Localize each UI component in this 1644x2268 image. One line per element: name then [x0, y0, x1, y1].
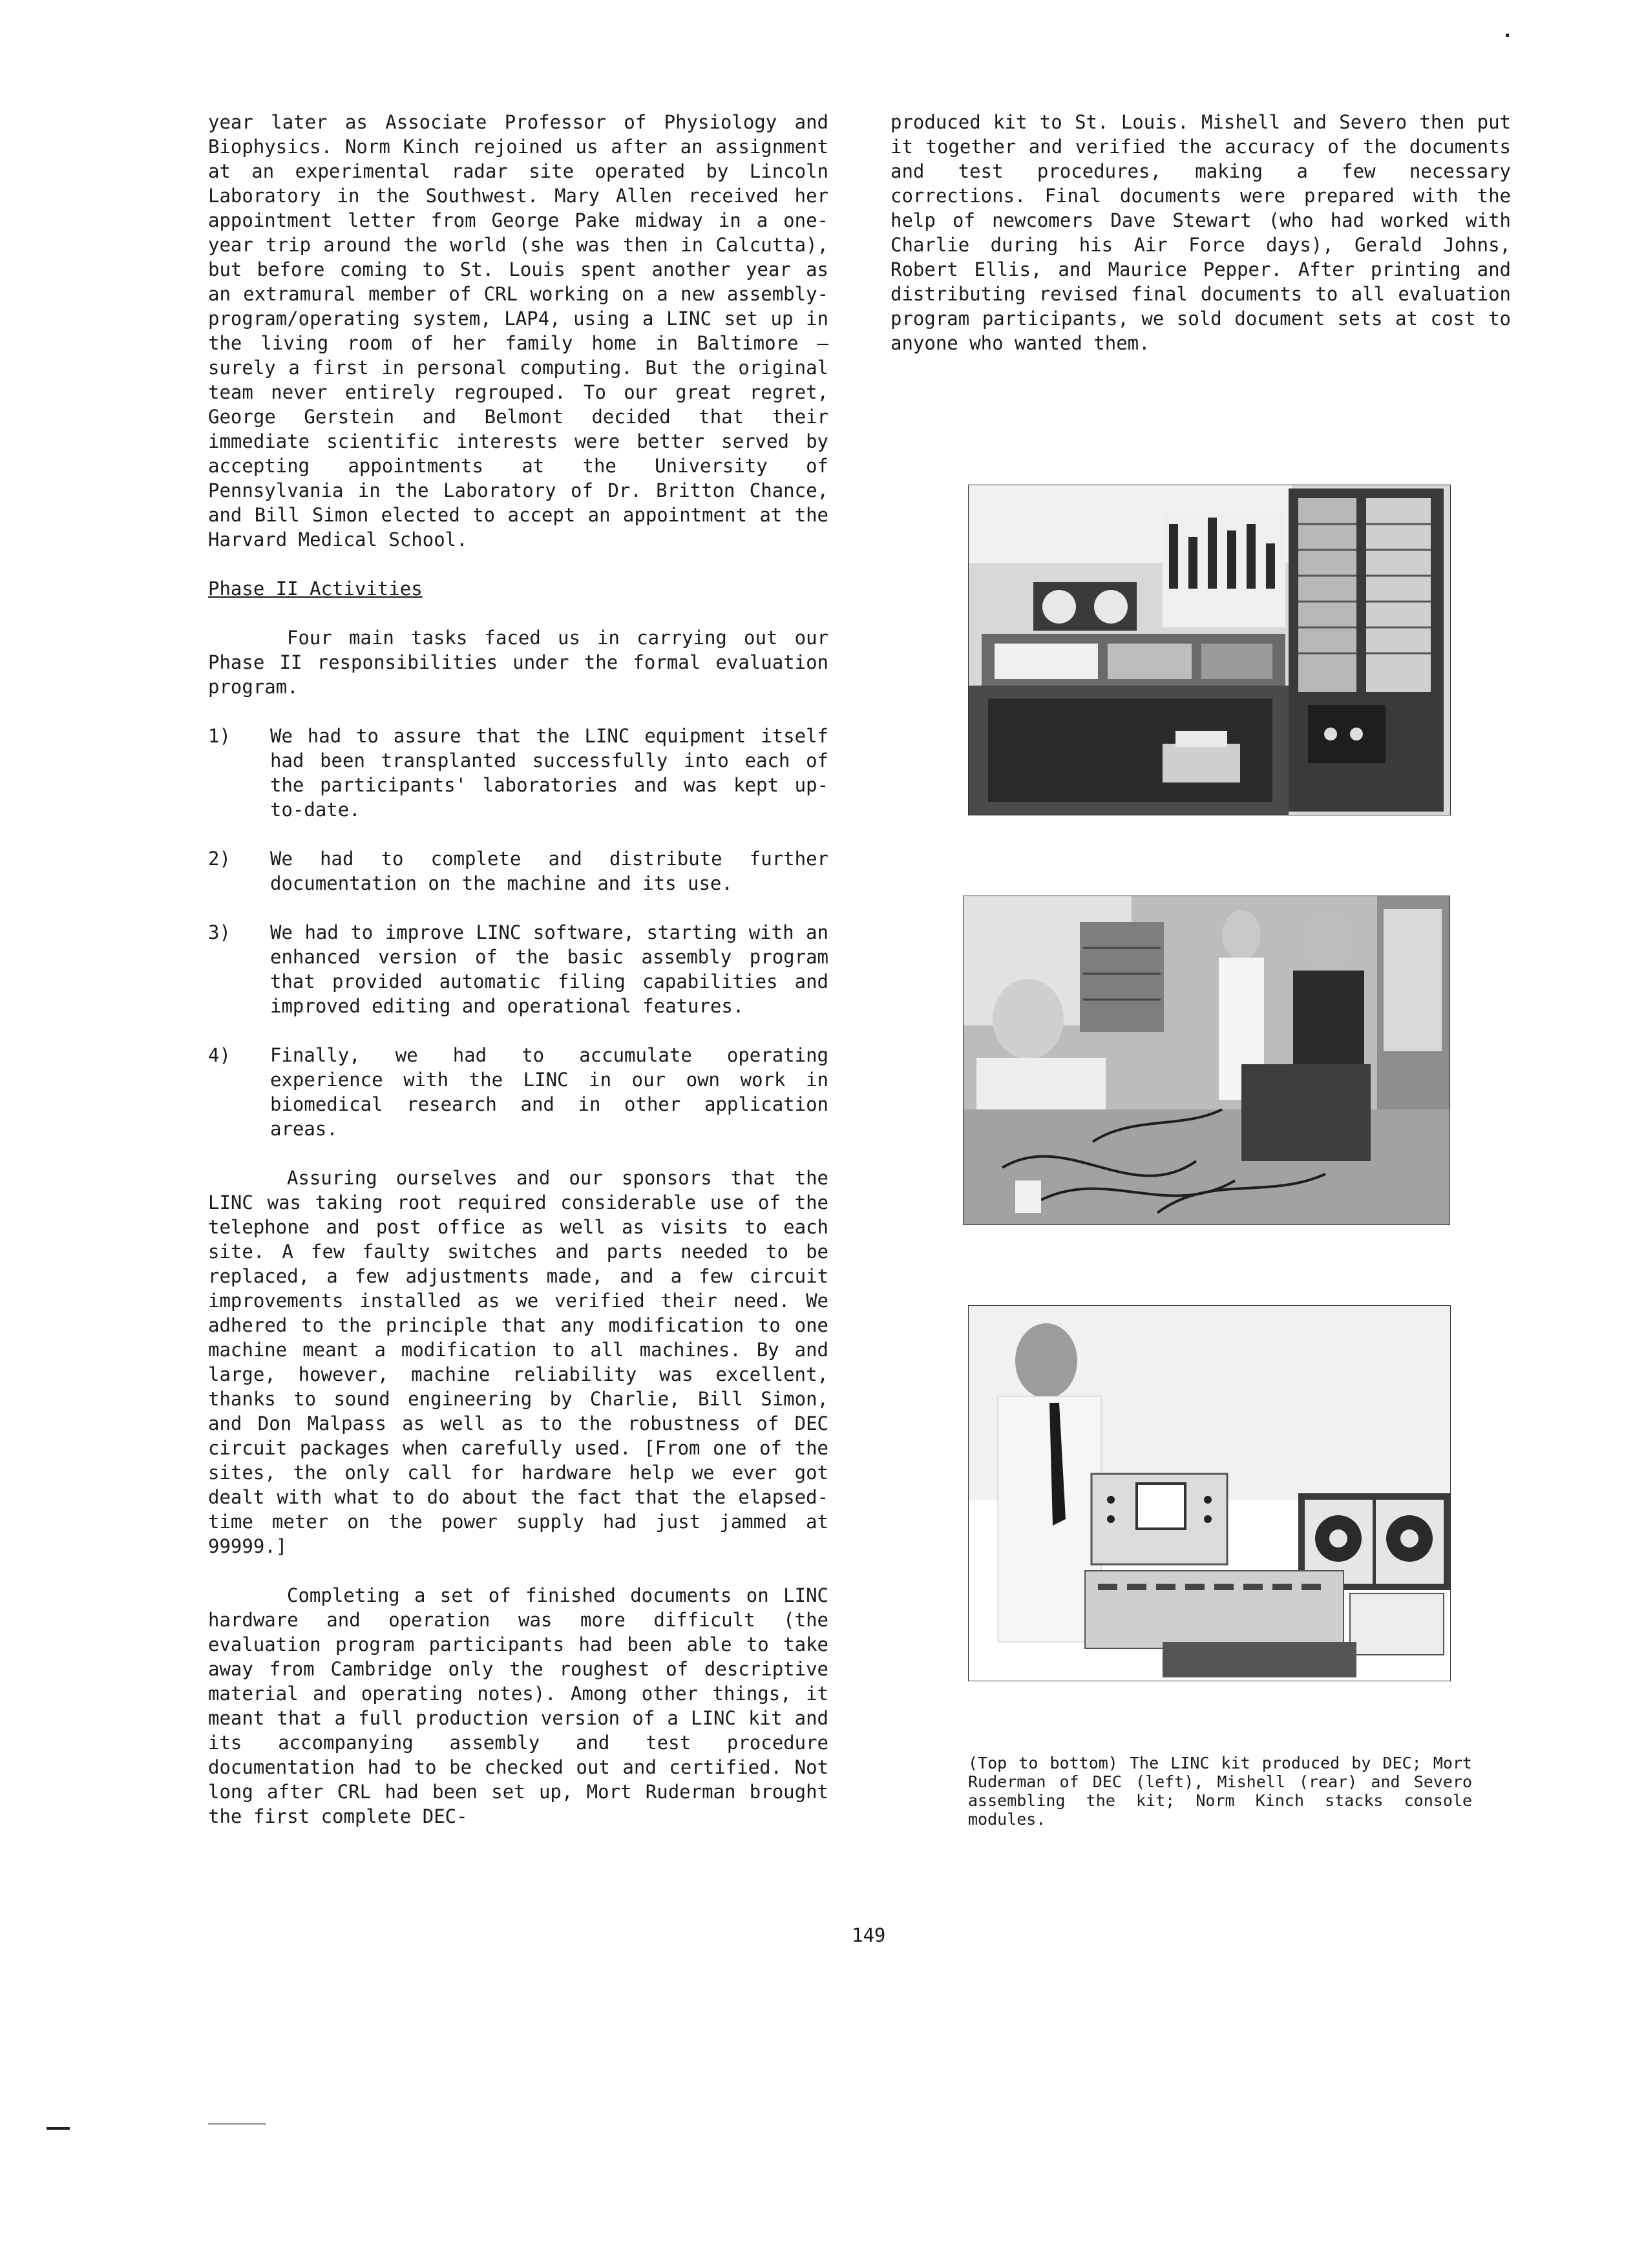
linc-kit-image — [969, 485, 1450, 815]
task-list — [208, 724, 828, 1141]
page-number: 149 — [852, 1924, 886, 1946]
scan-speck — [1506, 34, 1509, 37]
task-item — [208, 846, 828, 896]
intro-paragraph: year later as Associate Professor of Physiology and Biophysics. Norm Kinch rejoined us after an assignment at an experimental radar site operated by Lincoln Laboratory in the Southwest. Mary Allen received her appointment letter from George Pake midway in a one-year trip around the world (she was then in Calcutta), but before coming to St. Louis spent another year as an extramural member of CRL working on a new assembly-program/operating system, LAP4, using a LINC set up in the living room of her family home in Baltimore — surely a first in personal computing. But the original team never entirely regrouped. To our great regret, George Gerstein and Belmont decided that their immediate scientific interests were better served by accepting appointments at the University of Pennsylvania in the Laboratory of Dr. Britton Chance, and Bill Simon elected to accept an appointment at the Harvard Medical School. — [208, 111, 828, 551]
task-item — [208, 1043, 828, 1141]
section-heading: Phase II Activities — [208, 578, 423, 600]
task-text: We had to assure that the LINC equipment itself had been transplanted successfully into each of the participants' laboratories and was kept up-to-date. — [270, 725, 828, 821]
scan-speck — [208, 2123, 266, 2125]
task-text: Finally, we had to accumulate operating experience with the LINC in our own work in biomedical research and in other application areas. — [270, 1044, 828, 1140]
linc-kit-photo — [968, 485, 1451, 815]
completing-paragraph: Completing a set of finished documents on LINC hardware and operation was more difficult (the evaluation program participants had been able to take away from Cambridge only the roughest of descriptive material and operating notes). Among other things, it meant that a full production version of a LINC kit and its accompanying assembly and test procedure documentation had to be checked out and certified. Not long after CRL had been set up, Mort Ruderman brought the first complete DEC- — [208, 1584, 828, 1827]
continuation-paragraph: produced kit to St. Louis. Mishell and Severo then put it together and verified the accuracy of the documents and test procedures, making a few necessary corrections. Final documents were prepared with the help of newcomers Dave Stewart (who had worked with Charlie during his Air Force days), Gerald Johns, Robert Ellis, and Maurice Pepper. After printing and distributing revised final documents to all evaluation program participants, we sold document sets at cost to anyone who wanted them. — [890, 111, 1511, 354]
console-modules-image — [969, 1306, 1450, 1681]
task-number: 2) — [208, 848, 231, 870]
left-column — [208, 110, 828, 1829]
task-number: 1) — [208, 725, 231, 747]
assuring-paragraph: Assuring ourselves and our sponsors that the LINC was taking root required considerable use of the telephone and post office as well as visits to each site. A few faulty switches and parts needed to be replaced, a few adjustments made, and a few circuit improvements installed as we verified their need. We adhered to the principle that any modification to one machine meant a modification to all machines. By and large, however, machine reliability was excellent, thanks to sound engineering by Charlie, Bill Simon, and Don Malpass as well as to the robustness of DEC circuit packages when carefully used. [From one of the sites, the only call for hardware help we ever got dealt with what to do about the fact that the elapsed-time meter on the power supply had just jammed at 99999.] — [208, 1167, 828, 1557]
task-item — [208, 724, 828, 822]
console-modules-photo — [968, 1305, 1451, 1681]
right-column — [890, 110, 1511, 355]
assembling-kit-image — [964, 896, 1449, 1224]
task-number: 3) — [208, 921, 231, 943]
scan-speck — [47, 2127, 70, 2130]
task-item — [208, 920, 828, 1018]
photo-caption: (Top to bottom) The LINC kit produced by DEC; Mort Ruderman of DEC (left), Mishell (rear) and Severo assembling the kit; Norm Kinch stacks console modules. — [968, 1754, 1472, 1829]
task-text: We had to complete and distribute further documentation on the machine and its use. — [270, 848, 828, 894]
task-text: We had to improve LINC software, starting with an enhanced version of the basic assembly program that provided automatic filing capabilities and improved editing and operational features. — [270, 921, 828, 1017]
tasks-intro-paragraph: Four main tasks faced us in carrying out our Phase II responsibilities under the formal evaluation program. — [208, 627, 828, 698]
assembling-kit-photo — [963, 896, 1450, 1225]
task-number: 4) — [208, 1044, 231, 1066]
